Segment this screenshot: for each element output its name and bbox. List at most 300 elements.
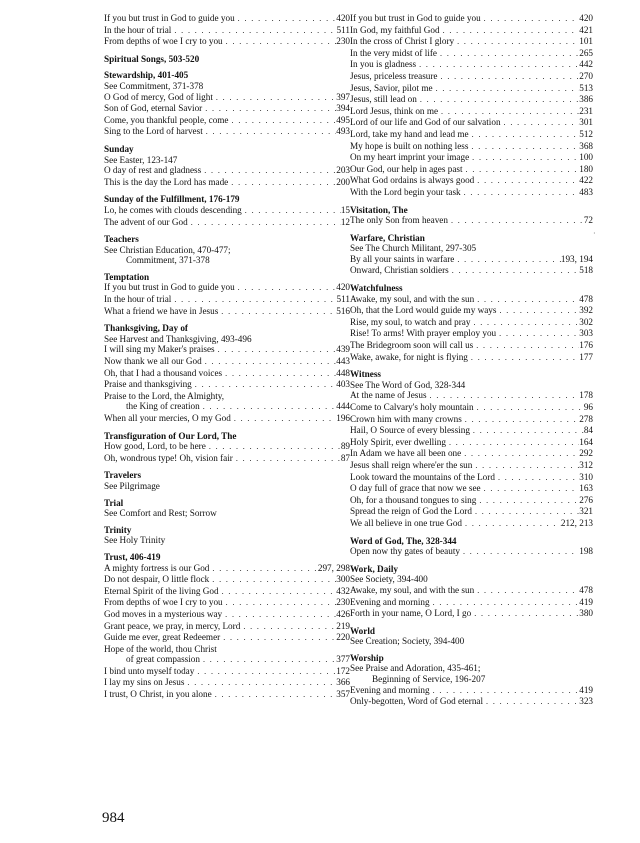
hymn-title: Lo, he comes with clouds descending [104,204,242,215]
hymn-entry [104,413,350,425]
dot-leader [468,142,579,153]
hymn-title: From depths of woe I cry to you [104,597,223,608]
hymn-entry [104,379,350,391]
hymn-number: 420 [336,282,350,293]
hymn-title: At the name of Jesus [350,390,427,401]
dot-leader [209,564,317,575]
index-column-right [350,13,593,714]
dot-leader [433,84,580,95]
hymn-entry [104,217,350,229]
hymn-title: With the Lord begin your task [350,186,461,197]
hymn-entry [350,448,593,460]
hymn-entry [104,36,350,48]
index-section-stewardship-401-405 [104,70,350,138]
hymn-entry [350,340,593,352]
hymn-entry [104,666,350,678]
hymn-title: The only Son from heaven [350,215,448,226]
index-column-left [104,13,350,707]
hymn-number: 265 [579,47,593,58]
dot-leader [448,216,584,227]
dot-leader [223,598,337,609]
hymn-entry [350,317,593,329]
hymn-title: My hope is built on nothing less [350,140,469,151]
hymn-title: Lord, take my hand and lead me [350,128,469,139]
cross-reference: See The Word of God, 328-344 [350,379,466,390]
index-section-trinity [104,525,350,546]
hymn-number: 394 [336,103,350,114]
dot-leader [496,329,579,340]
hymn-number: 270 [579,70,593,81]
hymn-entry [104,368,350,380]
hymn-number: 366 [336,677,350,688]
index-section-word-of-god-the-328-344 [350,536,593,558]
dot-leader [184,678,336,689]
hymn-entry [104,654,350,666]
dot-leader [209,575,336,586]
hymn-entry [350,305,593,317]
index-section-watchfulness [350,283,593,363]
dot-leader [171,295,336,306]
hymn-title: If you but trust in God to guide you [104,13,235,23]
index-section-transfiguration-of-our-lord-the [104,431,350,465]
hymn-entry [350,254,593,266]
section-heading: Stewardship, 401-405 [104,70,189,81]
dot-leader [460,547,579,558]
section-heading: Travelers [104,470,142,481]
hymn-number: 178 [579,390,593,401]
hymn-number: 101 [579,36,593,47]
section-heading: Teachers [104,234,139,245]
hymn-number: 368 [579,140,593,151]
dot-leader [470,426,584,437]
hymn-title: Oh, that I had a thousand voices [104,367,223,378]
hymn-number: 420 [336,13,350,23]
hymn-number: 443 [336,356,350,367]
hymn-entry [350,265,593,277]
hymn-entry [104,294,350,306]
hymn-title: Come, you thankful people, come [104,114,229,125]
hymn-entry [350,608,593,620]
hymn-entry [104,677,350,689]
hymn-entry [104,453,350,465]
hymn-number: 203 [336,165,350,176]
hymn-number: 230 [336,597,350,608]
hymn-title: Lord Jesus, think on me [350,105,439,116]
hymn-title: In the hour of trial [104,294,172,305]
hymn-title: Jesus, priceless treasure [350,70,438,81]
index-section-sunday [104,144,350,188]
dot-leader [228,178,336,189]
dot-leader [229,116,337,127]
index-section-visitation-the [350,205,593,227]
hymn-entry [104,177,350,189]
section-heading: Spiritual Songs, 503-520 [104,53,200,64]
section-heading: World [350,625,376,636]
hymn-entry [350,495,593,507]
hymn-entry [104,632,350,644]
hymn-number: 89 [340,441,350,452]
dot-leader [222,369,336,380]
hymn-number: 230 [336,36,350,47]
hymn-title: In Adam we have all been one [350,448,462,459]
hymn-entry [350,472,593,484]
hymn-entry [104,92,350,104]
hymn-title: Oh, for a thousand tongues to sing [350,494,477,505]
hymn-title: Praise and thanksgiving [104,379,192,390]
index-section-continued [104,13,350,48]
hymn-title: Open now thy gates of beauty [350,546,460,557]
hymn-number: 439 [336,344,350,355]
hymn-entry [104,574,350,586]
hymn-entry [350,352,593,364]
dot-leader [202,104,336,115]
hymn-number: 100 [579,152,593,163]
section-heading: Work, Daily [350,563,398,574]
hymn-number: 196 [336,413,350,423]
hymn-entry [350,460,593,472]
hymn-title: In the cross of Christ I glory [350,36,455,47]
cross-reference: See The Church Militant, 297-305 [350,243,477,254]
hymn-number: 483 [579,186,593,197]
hymn-entry [350,175,593,187]
hymn-number: 512 [579,128,593,139]
hymn-number: 180 [579,163,593,174]
section-heading: Visitation, The [350,204,408,215]
dot-leader [474,586,579,597]
hymn-entry [350,506,593,518]
margin-mark: · [593,229,596,238]
hymn-entry [104,356,350,368]
index-section-spiritual-songs-503-520 [104,54,350,65]
hymn-entry [350,585,593,597]
hymn-title: Awake, my soul, and with the sun [350,584,475,595]
hymn-title: O day full of grace that now we see [350,483,481,494]
dot-leader [468,353,579,364]
dot-leader [474,403,584,414]
dot-leader [203,127,336,138]
hymn-entry [104,282,350,294]
hymn-number: 478 [579,293,593,304]
dot-leader [454,37,579,48]
hymn-title: Our God, our help in ages past [350,163,463,174]
hymn-entry [104,205,350,217]
section-heading: Watchfulness [350,283,403,294]
hymn-title: In you is gladness [350,59,417,70]
dot-leader [202,357,336,368]
hymn-number: 231 [579,105,593,116]
section-heading: Witness [350,369,381,380]
hymn-entry [104,563,350,575]
dot-leader [437,49,579,60]
hymn-title: How good, Lord, to be here [104,441,206,452]
hymn-title: On my heart imprint your image [350,152,470,163]
hymn-entry [104,115,350,127]
hymn-entry [350,187,593,199]
hymn-title: Evening and morning [350,684,430,695]
hymn-entry [104,13,350,25]
dot-leader [194,667,336,678]
cross-reference: See Holy Trinity [104,535,166,546]
page-number: 984 [102,810,125,826]
dot-leader [446,438,579,449]
hymn-number: 276 [579,494,593,505]
hymn-number: 72 [583,215,593,226]
hymn-title: The Bridegroom soon will call us [350,340,474,351]
dot-leader [220,633,336,644]
hymn-title: I lay my sins on Jesus [104,677,185,688]
section-heading: Worship [350,652,384,663]
hymn-entry [350,390,593,402]
dot-leader [476,496,579,507]
hymn-entry [350,328,593,340]
cross-reference: Beginning of Service, 196-207 [372,674,486,685]
hymn-entry [350,71,593,83]
dot-leader [474,295,579,306]
dot-leader [192,380,336,391]
dot-leader [495,473,579,484]
hymn-number: 278 [579,413,593,424]
dot-leader [188,218,341,229]
hymn-number: 511 [336,294,350,305]
hymn-number: 392 [579,305,593,316]
hymn-entry [104,689,350,701]
hymn-title: Jesus shall reign where'er the sun [350,459,473,470]
cross-reference: Praise to the Lord, the Almighty, [104,390,225,401]
dot-leader [215,345,337,356]
hymn-title: In the hour of trial [104,24,172,35]
section-heading: Word of God, The, 328-344 [350,535,457,546]
hymn-entry [104,586,350,598]
hymn-entry [104,344,350,356]
hymn-entry [104,621,350,633]
dot-leader [463,165,580,176]
hymn-title: Rise, my soul, to watch and pray [350,316,471,327]
hymn-title: Spread the reign of God the Lord [350,506,472,517]
hymn-entry [350,13,593,25]
hymn-title: Now thank we all our God [104,356,202,367]
cross-reference: Commitment, 371-378 [126,255,210,266]
hymn-entry [350,425,593,437]
index-section-trial [104,498,350,519]
hymn-title: the King of creation [126,401,200,412]
hymn-title: Rise! To arms! With prayer employ you [350,328,497,339]
index-section-thanksgiving-day-of [104,323,350,424]
hymn-entry [350,215,593,227]
dot-leader [222,610,336,621]
index-section-warfare-christian [350,233,593,277]
dot-leader [473,341,579,352]
dot-leader [472,461,579,472]
hymn-entry [104,25,350,37]
hymn-title: Son of God, eternal Savior [104,103,203,114]
section-heading: Trust, 406-419 [104,551,161,562]
hymn-title: Only-begotten, Word of God eternal [350,696,484,707]
hymn-number: 397 [336,91,350,102]
hymn-number: 172 [336,665,350,676]
hymn-number: 12 [340,216,350,227]
hymn-title: Onward, Christian soldiers [350,265,449,276]
section-heading: Warfare, Christian [350,232,425,243]
dot-leader [206,442,341,453]
index-section-travelers [104,470,350,491]
cross-reference: See Easter, 123-147 [104,154,178,165]
hymn-number: 84 [583,425,593,436]
dot-leader [438,107,579,118]
dot-leader [471,609,579,620]
index-section-teachers [104,234,350,266]
dot-leader [213,93,336,104]
hymn-title: Jesus, Savior, pilot me [350,82,433,93]
hymn-number: 198 [579,546,593,557]
hymn-number: 297, 298 [317,562,350,573]
dot-leader [472,507,579,518]
hymn-title: Forth in your name, O Lord, I go [350,608,472,619]
hymn-number: 176 [579,340,593,351]
dot-leader [481,14,580,25]
hymn-number: 419 [579,684,593,695]
hymn-number: 164 [579,436,593,447]
hymn-entry [350,117,593,129]
hymn-number: 380 [579,608,593,619]
hymn-entry [350,48,593,60]
hymn-entry [104,103,350,115]
hymn-number: 321 [579,506,593,517]
dot-leader [171,26,336,37]
hymn-title: What a friend we have in Jesus [104,305,219,316]
dot-leader [462,519,561,530]
section-heading: Transfiguration of Our Lord, The [104,430,237,441]
hymn-title: If you but trust in God to guide you [350,13,481,23]
index-section-continued [350,13,593,199]
dot-leader [212,690,337,701]
hymn-title: From depths of woe I cry to you [104,36,223,47]
hymn-entry [350,483,593,495]
hymn-number: 432 [336,585,350,596]
dot-leader [200,655,336,666]
hymn-title: Holy Spirit, ever dwelling [350,436,446,447]
dot-leader [218,307,336,318]
hymn-entry [350,164,593,176]
index-section-work-daily [350,564,593,620]
hymn-number: 220 [336,632,350,643]
hymn-number: 303 [579,328,593,339]
dot-leader [200,402,336,413]
dot-leader [235,14,337,25]
hymn-number: 516 [336,305,350,316]
hymn-entry [350,518,593,530]
hymn-entry [350,94,593,106]
hymn-entry [350,25,593,37]
hymn-entry [104,401,350,413]
hymn-title: Guide me ever, great Redeemer [104,632,221,643]
hymn-title: This is the day the Lord has made [104,176,229,187]
hymn-title: Grant peace, we pray, in mercy, Lord [104,620,241,631]
hymn-number: 513 [579,82,593,93]
hymn-number: 312 [579,459,593,470]
dot-leader [242,206,341,217]
hymn-entry [104,126,350,138]
hymn-entry [104,609,350,621]
dot-leader [233,454,341,465]
hymn-number: 403 [336,379,350,390]
dot-leader [496,306,579,317]
section-heading: Trinity [104,524,132,535]
dot-leader [240,622,336,633]
section-heading: Sunday [104,143,134,154]
hymn-title: Evening and morning [350,596,430,607]
hymn-number: 420 [579,13,593,23]
cross-reference: See Harvest and Thanksgiving, 493-496 [104,333,252,344]
index-section-world [350,626,593,647]
hymn-entry [350,696,593,708]
hymn-entry [350,152,593,164]
dot-leader [223,37,337,48]
hymn-number: 357 [336,689,350,700]
section-heading: Thanksgiving, Day of [104,323,188,334]
hymn-title: Sing to the Lord of harvest [104,126,203,137]
hymn-number: 219 [336,620,350,631]
index-section-sunday-of-the-fulfillment-176-179 [104,194,350,228]
hymn-entry [350,141,593,153]
hymn-title: Lord of our life and God of our salvation [350,117,501,128]
hymn-title: When all your mercies, O my God [104,413,231,423]
hymn-number: 323 [579,696,593,707]
dot-leader [430,598,580,609]
hymn-number: 96 [583,402,593,412]
hymn-title: O God of mercy, God of light [104,91,213,102]
dot-leader [219,587,337,598]
hymn-number: 300 [336,574,350,585]
dot-leader [235,283,337,294]
dot-leader [427,391,580,402]
hymn-entry [350,83,593,95]
hymn-entry [350,59,593,71]
hymn-title: By all your saints in warfare [350,253,455,264]
hymn-title: If you but trust in God to guide you [104,282,235,293]
hymn-entry [350,437,593,449]
dot-leader [462,415,579,426]
dot-leader [474,176,579,187]
hymn-title: Come to Calvary's holy mountain [350,402,474,412]
hymn-number: 426 [336,608,350,619]
hymn-title: Crown him with many crowns [350,413,462,424]
hymn-entry [350,597,593,609]
hymn-number: 478 [579,584,593,595]
cross-reference: See Christian Education, 470-477; [104,244,231,255]
hymn-number: 444 [336,401,350,412]
hymn-entry [104,597,350,609]
hymn-entry [350,414,593,426]
hymn-title: The advent of our God [104,216,188,227]
hymn-title: God moves in a mysterious way [104,608,223,619]
hymn-entry [104,441,350,453]
dot-leader [470,318,579,329]
dot-leader [440,26,580,37]
hymn-entry [350,36,593,48]
hymn-entry [350,294,593,306]
dot-leader [469,130,580,141]
hymn-title: Oh, that the Lord would guide my ways [350,305,497,316]
hymn-title: Eternal Spirit of the living God [104,585,219,596]
hymn-number: 377 [336,654,350,665]
hymn-number: 518 [579,265,593,276]
dot-leader [416,60,579,71]
hymn-title: Wake, awake, for night is flying [350,351,468,362]
cross-reference: See Commitment, 371-378 [104,80,204,91]
cross-reference: See Praise and Adoration, 435-461; [350,663,481,674]
hymn-title: Awake, my soul, and with the sun [350,293,475,304]
hymn-number: 422 [579,175,593,186]
